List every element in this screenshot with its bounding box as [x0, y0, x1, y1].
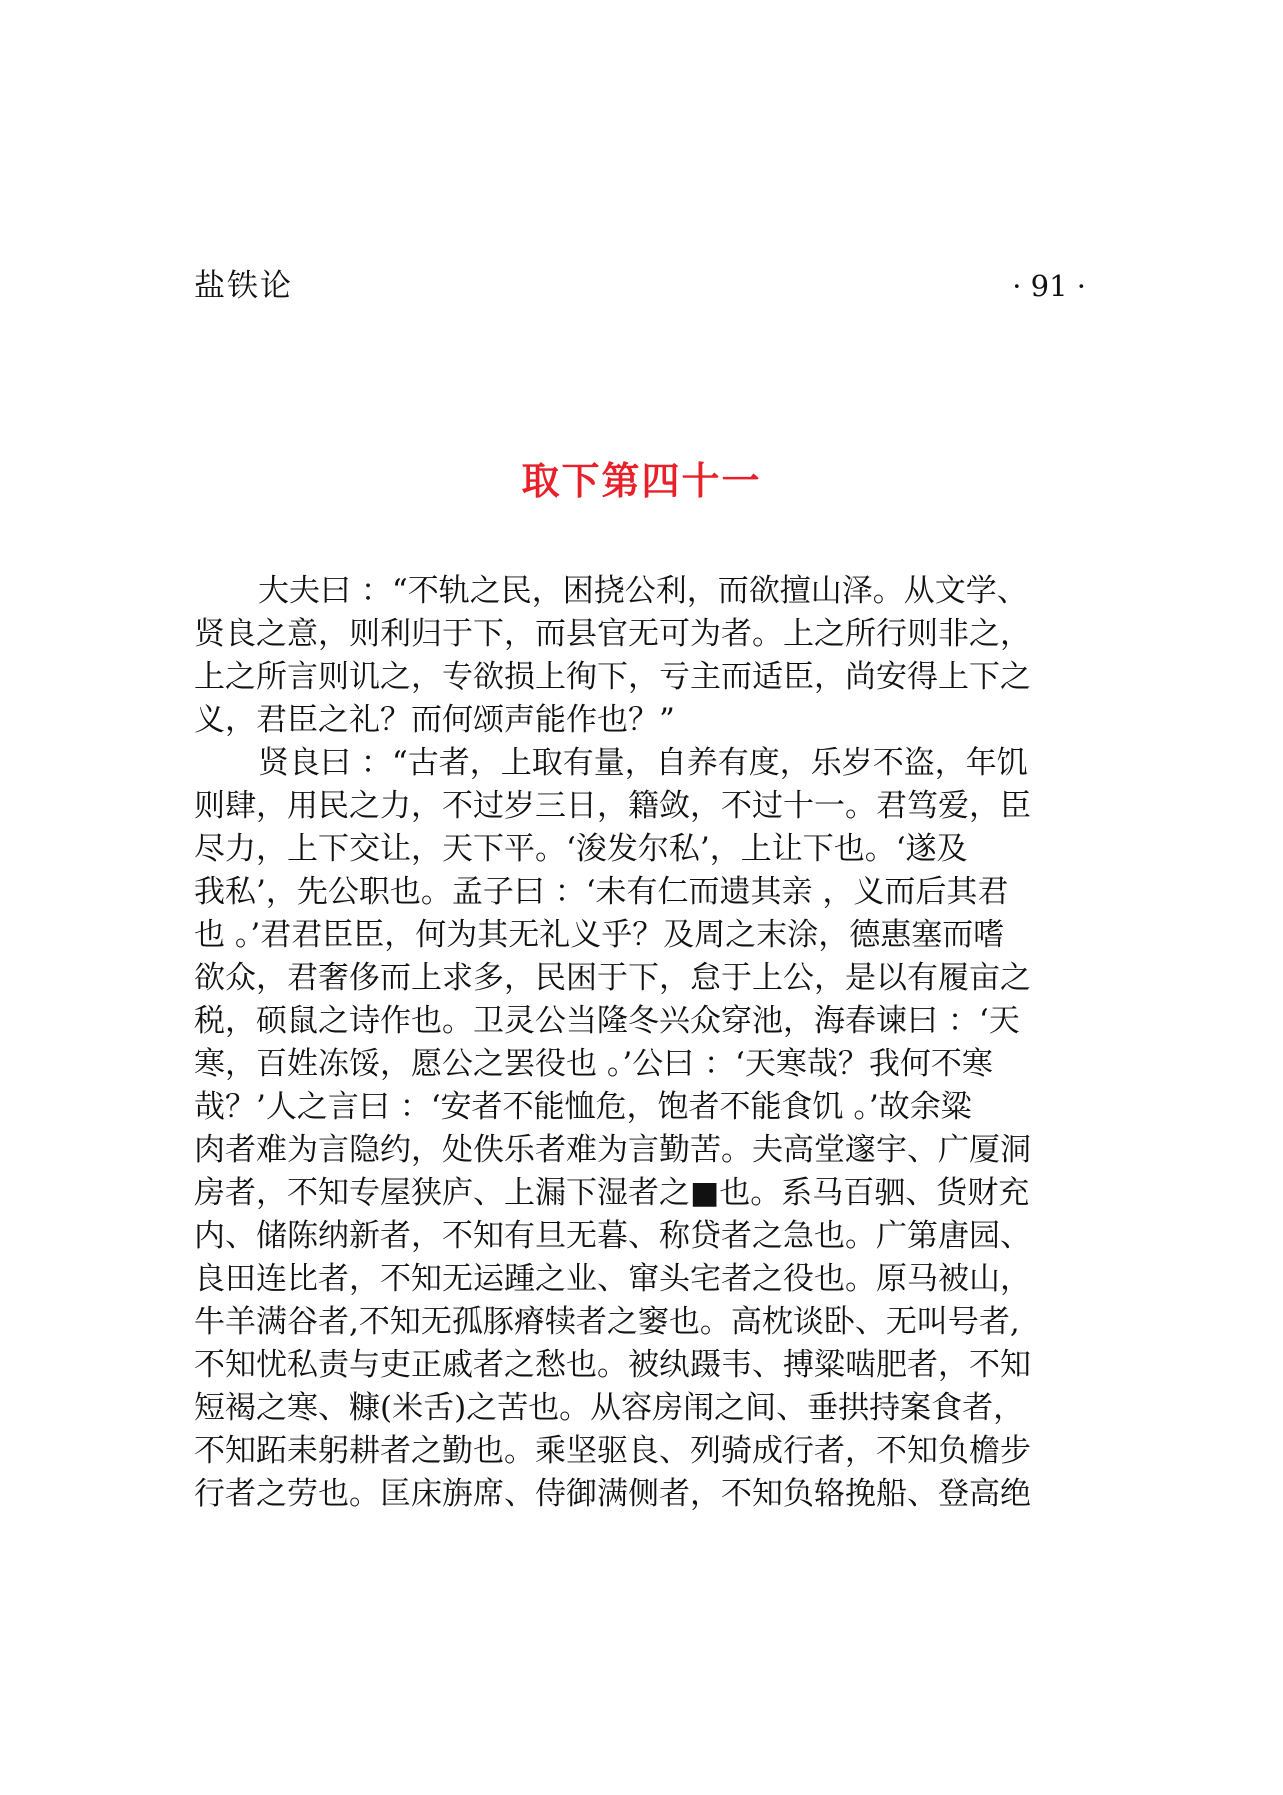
- text-line: 行者之劳也。匡床旃席、侍御满侧者，不知负辂挽船、登高绝: [194, 1476, 1031, 1512]
- running-head-book-title: 盐铁论: [194, 268, 293, 304]
- text-line: 贤良曰 ：“古者，上取有量，自养有度，乐岁不盗，年饥: [258, 745, 1028, 781]
- text-line: 义，君臣之礼？而何颂声能作也？”: [194, 702, 675, 738]
- text-line: 寒，百姓冻馁，愿公之罢役也 。’公曰 ：‘天寒哉？我何不寒: [194, 1046, 993, 1082]
- text-line: 大夫曰 ：“不轨之民，困挠公利，而欲擅山泽。从文学、: [258, 573, 1028, 609]
- text-line: 内、储陈纳新者，不知有旦无暮、称贷者之急也。广第唐园、: [194, 1218, 1031, 1254]
- text-line: 上之所言则讥之，专欲损上徇下，亏主而适臣，尚安得上下之: [194, 659, 1031, 695]
- body-text: [194, 570, 1094, 1516]
- text-line: 房者，不知专屋狭庐、上漏下湿者之■也。系马百驷、货财充: [194, 1175, 1030, 1211]
- text-line: 欲众，君奢侈而上求多，民困于下，怠于上公，是以有履亩之: [194, 960, 1031, 996]
- chapter-title: 取下第四十一: [521, 459, 762, 503]
- text-line: 不知忧私责与吏正戚者之愁也。被纨蹑韦、搏粱啮肥者，不知: [194, 1347, 1031, 1383]
- text-line: 哉？’人之言曰 ：‘安者不能恤危，饱者不能食饥 。’故余粱: [194, 1089, 972, 1125]
- text-line: 我私’，先公职也。孟子曰 ：‘未有仁而遗其亲 ，义而后其君: [194, 874, 1009, 910]
- text-line: 也 。’君君臣臣，何为其无礼义乎？及周之末涂，德惠塞而嗜: [194, 917, 1005, 953]
- text-line: 税，硕鼠之诗作也。卫灵公当隆冬兴众穿池，海春谏曰 ：‘天: [194, 1003, 1020, 1039]
- text-line: 贤良之意，则利归于下，而县官无可为者。上之所行则非之，: [194, 616, 1031, 652]
- text-line: 肉者难为言隐约，处佚乐者难为言勤苦。夫高堂邃宇、广厦洞: [194, 1132, 1031, 1168]
- text-line: 短褐之寒、糠(米舌)之苦也。从容房闱之间、垂拱持案食者，: [194, 1390, 1025, 1426]
- text-line: 则肆，用民之力，不过岁三日，籍敛，不过十一。君笃爱，臣: [194, 788, 1031, 824]
- text-line: 不知跖耒躬耕者之勤也。乘坚驱良、列骑成行者，不知负檐步: [194, 1433, 1031, 1469]
- text-line: 尽力，上下交让，天下平。‘浚发尔私’，上让下也。‘遂及: [194, 831, 968, 867]
- text-line: 良田连比者，不知无运踵之业、窜头宅者之役也。原马被山，: [194, 1261, 1031, 1297]
- text-line: 牛羊满谷者,不知无孤豚瘠犊者之窭也。高枕谈卧、无叫号者,: [194, 1304, 1020, 1340]
- page-number: · 91 ·: [1012, 269, 1086, 303]
